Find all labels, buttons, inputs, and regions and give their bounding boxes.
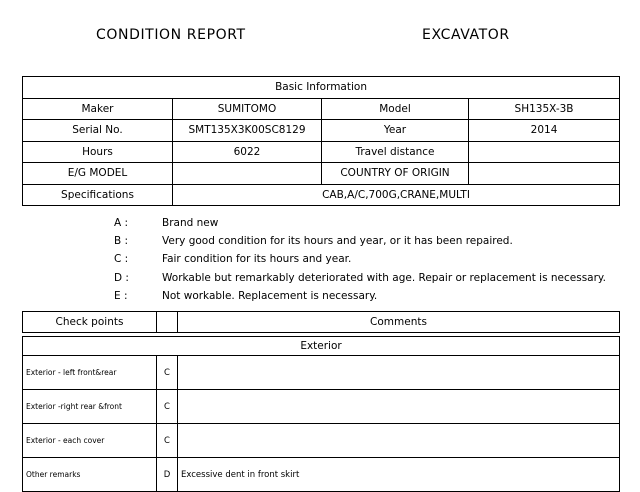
report-title: CONDITION REPORT <box>96 27 246 43</box>
comment-cell <box>178 390 620 424</box>
condition-grade: D <box>157 458 178 492</box>
legend-key: C : <box>114 253 129 265</box>
check-point-item: Exterior -right rear &front <box>23 390 157 424</box>
country-of-origin-value <box>469 163 620 185</box>
model-value: SH135X-3B <box>469 98 620 120</box>
basic-info-header-row <box>23 77 620 99</box>
eg-model-label: E/G MODEL <box>23 163 173 185</box>
table-row <box>23 390 620 424</box>
legend-text: Workable but remarkably deteriorated with age. Repair or replacement is necessary. <box>162 272 606 284</box>
condition-grade: C <box>157 390 178 424</box>
travel-distance-label: Travel distance <box>322 141 469 163</box>
hours-label: Hours <box>23 141 173 163</box>
hours-value: 6022 <box>173 141 322 163</box>
legend-key: B : <box>114 235 129 247</box>
maker-label: Maker <box>23 98 173 120</box>
table-header-row <box>23 312 620 333</box>
basic-information-table <box>22 76 620 206</box>
check-points-header-table <box>22 311 620 333</box>
legend-text: Fair condition for its hours and year. <box>162 253 352 265</box>
serial-value: SMT135X3K00SC8129 <box>173 120 322 142</box>
check-point-item: Other remarks <box>23 458 157 492</box>
legend-text: Not workable. Replacement is necessary. <box>162 290 378 302</box>
maker-value: SUMITOMO <box>173 98 322 120</box>
condition-grade: C <box>157 424 178 458</box>
table-row <box>23 120 620 142</box>
table-row <box>23 424 620 458</box>
table-row <box>23 356 620 390</box>
machine-type-title: EXCAVATOR <box>422 27 510 43</box>
exterior-section-row <box>23 337 620 356</box>
basic-info-title: Basic Information <box>23 77 620 99</box>
specifications-label: Specifications <box>23 184 173 206</box>
legend-key: A : <box>114 217 129 229</box>
year-label: Year <box>322 120 469 142</box>
table-row <box>23 458 620 492</box>
check-point-item: Exterior - each cover <box>23 424 157 458</box>
comment-cell: Excessive dent in front skirt <box>178 458 620 492</box>
legend-key: E : <box>114 290 128 302</box>
table-row <box>23 184 620 206</box>
table-row <box>23 141 620 163</box>
exterior-section-title: Exterior <box>23 337 620 356</box>
comment-cell <box>178 424 620 458</box>
year-value: 2014 <box>469 120 620 142</box>
condition-grade: C <box>157 356 178 390</box>
table-row <box>23 163 620 185</box>
exterior-table <box>22 336 620 492</box>
serial-label: Serial No. <box>23 120 173 142</box>
country-of-origin-label: COUNTRY OF ORIGIN <box>322 163 469 185</box>
travel-distance-value <box>469 141 620 163</box>
grade-header <box>157 312 178 333</box>
comments-header: Comments <box>178 312 620 333</box>
check-points-header: Check points <box>23 312 157 333</box>
legend-key: D : <box>114 272 129 284</box>
model-label: Model <box>322 98 469 120</box>
eg-model-value <box>173 163 322 185</box>
table-row <box>23 98 620 120</box>
legend-text: Very good condition for its hours and year, or it has been repaired. <box>162 235 513 247</box>
check-point-item: Exterior - left front&rear <box>23 356 157 390</box>
specifications-value: CAB,A/C,700G,CRANE,MULTI <box>173 184 620 206</box>
comment-cell <box>178 356 620 390</box>
legend-text: Brand new <box>162 217 219 229</box>
